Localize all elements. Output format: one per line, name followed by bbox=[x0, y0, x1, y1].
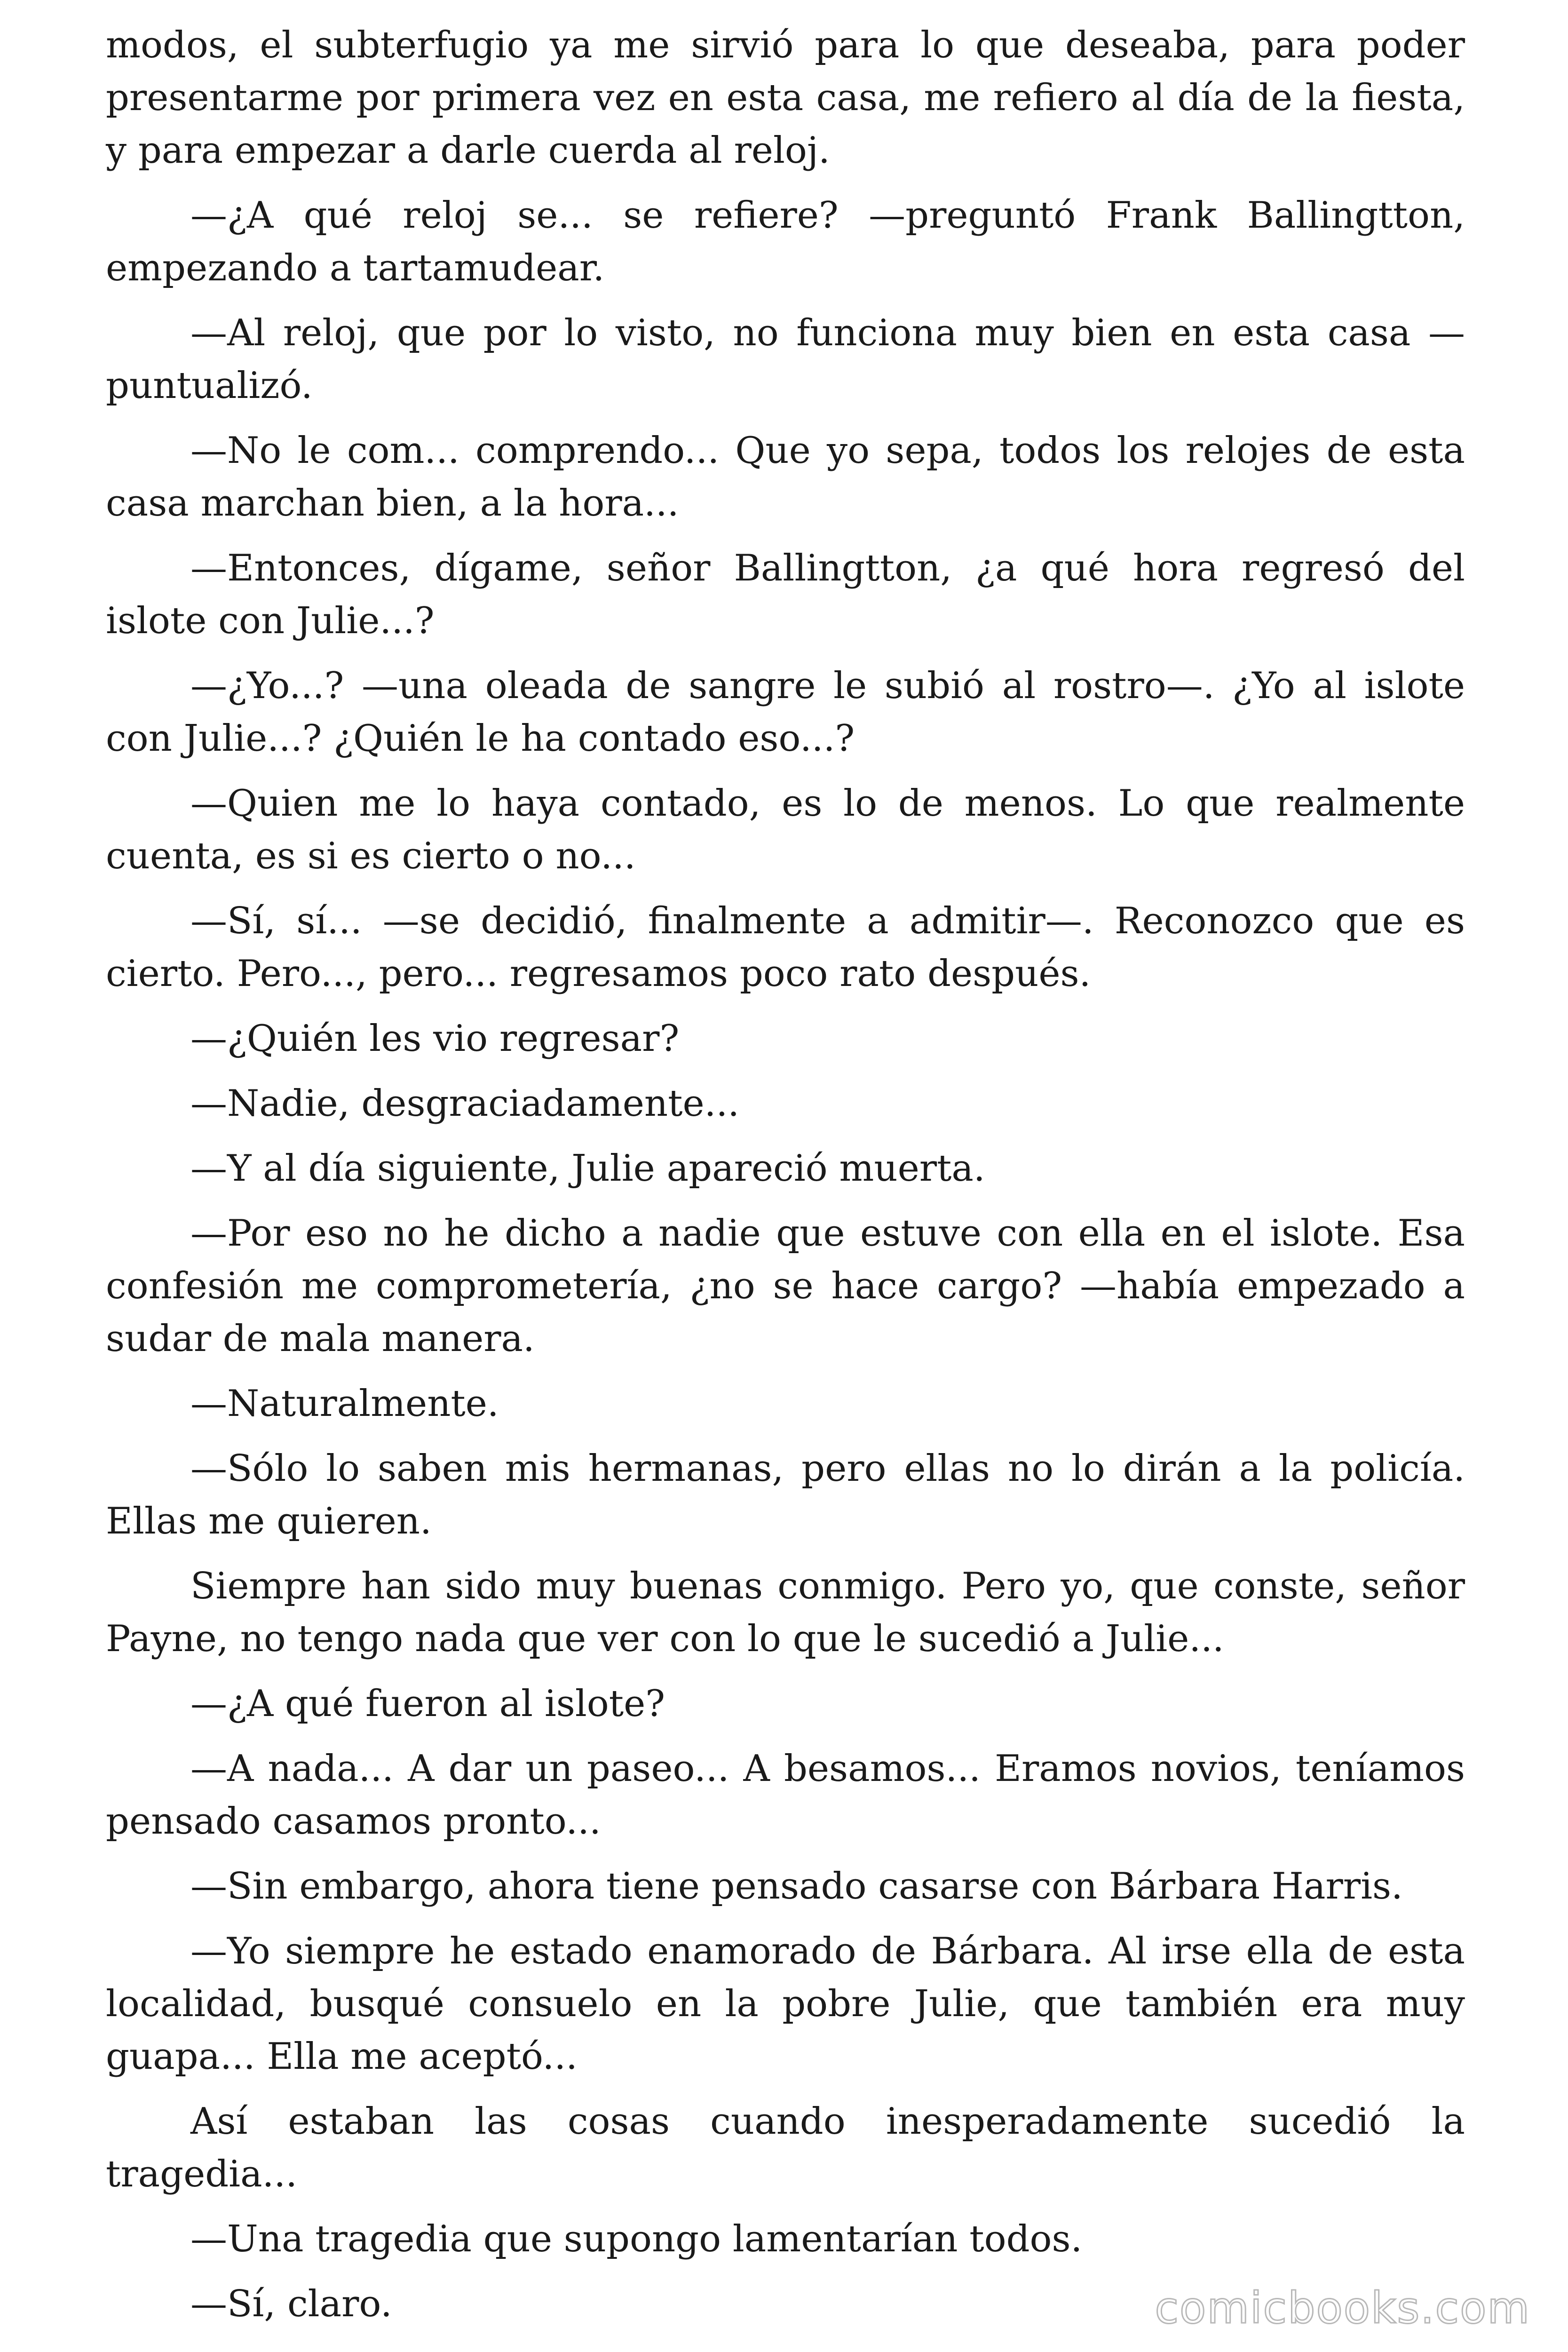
page-body bbox=[106, 19, 1465, 2343]
paragraph: —¿Yo...? —una oleada de sangre le subió al rostro—. ¿Yo al islote con Julie...? ¿Quién le ha contado eso...? bbox=[106, 665, 1465, 760]
paragraph: —Sólo lo saben mis hermanas, pero ellas no lo dirán a la policía. Ellas me quieren. bbox=[106, 1447, 1465, 1542]
paragraph: —Nadie, desgraciadamente... bbox=[190, 1082, 740, 1125]
paragraph: —Al reloj, que por lo visto, no funciona muy bien en esta casa —puntualizó. bbox=[106, 312, 1465, 407]
paragraph: Siempre han sido muy buenas conmigo. Pero yo, que conste, señor Payne, no tengo nada que ver con lo que le sucedió a Julie... bbox=[106, 1565, 1465, 1660]
paragraph: —No le com... comprendo... Que yo sepa, todos los relojes de esta casa marchan bien, a la hora... bbox=[106, 429, 1465, 524]
paragraph: modos, el subterfugio ya me sirvió para lo que deseaba, para poder presentarme por primera vez en esta casa, me refiero al día de la fiesta, y para empezar a darle cuerda al reloj. bbox=[106, 24, 1465, 172]
paragraph: —Una tragedia que supongo lamentarían todos. bbox=[190, 2218, 1083, 2260]
paragraph: —Sin embargo, ahora tiene pensado casarse con Bárbara Harris. bbox=[190, 1865, 1403, 1907]
paragraph: —¿A qué reloj se... se refiere? —preguntó Frank Ballingtton, empezando a tartamudear. bbox=[106, 194, 1465, 289]
paragraph: —A nada... A dar un paseo... A besamos... Eramos novios, teníamos pensado casamos pronto... bbox=[106, 1748, 1465, 1843]
paragraph: —Y al día siguiente, Julie apareció muerta. bbox=[190, 1147, 985, 1190]
paragraph: —¿A qué fueron al islote? bbox=[190, 1683, 665, 1725]
paragraph: —Por eso no he dicho a nadie que estuve con ella en el islote. Esa confesión me comprometería, ¿no se hace cargo? —había empezado a sudar de mala manera. bbox=[106, 1212, 1465, 1360]
paragraph: —Naturalmente. bbox=[190, 1383, 499, 1425]
paragraph: —Sí, sí... —se decidió, finalmente a admitir—. Reconozco que es cierto. Pero..., pero... regresamos poco rato después. bbox=[106, 900, 1465, 995]
paragraph: —Entonces, dígame, señor Ballingtton, ¿a qué hora regresó del islote con Julie...? bbox=[106, 547, 1465, 642]
paragraph: —Sí, claro. bbox=[190, 2283, 392, 2325]
paragraph: —¿Quién les vio regresar? bbox=[190, 1017, 680, 1060]
paragraph: —Yo siempre he estado enamorado de Bárbara. Al irse ella de esta localidad, busqué consuelo en la pobre Julie, que también era muy guapa... Ella me aceptó... bbox=[106, 1930, 1465, 2078]
watermark: comicbooks.com bbox=[1155, 2283, 1530, 2333]
paragraph: Así estaban las cosas cuando inesperadamente sucedió la tragedia... bbox=[106, 2100, 1465, 2195]
paragraph: —Quien me lo haya contado, es lo de menos. Lo que realmente cuenta, es si es cierto o no... bbox=[106, 782, 1465, 877]
